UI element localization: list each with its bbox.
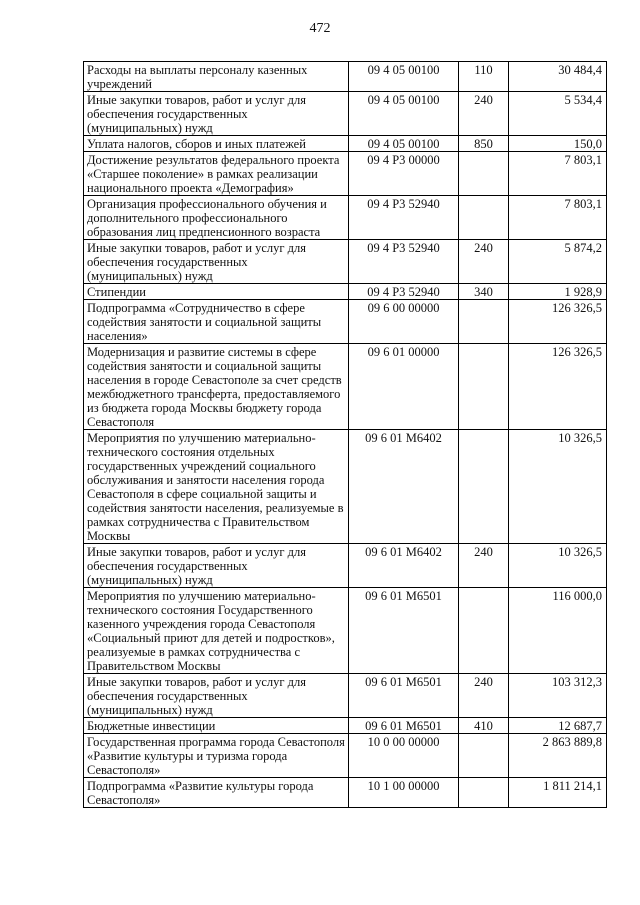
expense-type	[459, 196, 509, 240]
item-name: Уплата налогов, сборов и иных платежей	[84, 136, 349, 152]
target-code: 09 4 P3 52940	[349, 196, 459, 240]
table-row	[84, 778, 607, 808]
amount: 1 928,9	[509, 284, 607, 300]
item-name: Подпрограмма «Развитие культуры города Севастополя»	[84, 778, 349, 808]
table-row	[84, 136, 607, 152]
target-code: 09 6 01 M6402	[349, 430, 459, 544]
amount: 5 874,2	[509, 240, 607, 284]
table-row	[84, 718, 607, 734]
item-name: Расходы на выплаты персоналу казенных учреждений	[84, 62, 349, 92]
amount: 7 803,1	[509, 196, 607, 240]
item-name: Государственная программа города Севастополя «Развитие культуры и туризма города Севастополя»	[84, 734, 349, 778]
table-row	[84, 152, 607, 196]
expense-type	[459, 430, 509, 544]
amount: 10 326,5	[509, 430, 607, 544]
table-row	[84, 344, 607, 430]
amount: 103 312,3	[509, 674, 607, 718]
expense-type: 110	[459, 62, 509, 92]
expense-type	[459, 588, 509, 674]
table-row	[84, 430, 607, 544]
amount: 2 863 889,8	[509, 734, 607, 778]
item-name: Иные закупки товаров, работ и услуг для обеспечения государственных (муниципальных) нужд	[84, 92, 349, 136]
expense-type: 240	[459, 92, 509, 136]
target-code: 10 1 00 00000	[349, 778, 459, 808]
item-name: Бюджетные инвестиции	[84, 718, 349, 734]
item-name: Модернизация и развитие системы в сфере содействия занятости и социальной защиты населения в городе Севастополе за счет средств межбюджетного трансферта, предоставляемого из бюджета города Москвы бюджету города Севастополя	[84, 344, 349, 430]
item-name: Организация профессионального обучения и дополнительного профессионального образования лиц предпенсионного возраста	[84, 196, 349, 240]
item-name: Стипендии	[84, 284, 349, 300]
expense-type: 240	[459, 544, 509, 588]
item-name: Мероприятия по улучшению материально-технического состояния отдельных государственных учреждений социального обслуживания и занятости населения города Севастополя в сфере социальной защиты и содействия занятости населения, реализуемые в рамках сотрудничества с Правительством Москвы	[84, 430, 349, 544]
table-row	[84, 284, 607, 300]
expense-type	[459, 152, 509, 196]
expense-type: 850	[459, 136, 509, 152]
amount: 126 326,5	[509, 300, 607, 344]
target-code: 09 6 01 M6501	[349, 718, 459, 734]
table-row	[84, 588, 607, 674]
target-code: 09 4 05 00100	[349, 136, 459, 152]
table-row	[84, 300, 607, 344]
target-code: 09 6 01 00000	[349, 344, 459, 430]
target-code: 09 4 P3 52940	[349, 284, 459, 300]
table-row	[84, 240, 607, 284]
budget-table	[83, 61, 607, 808]
item-name: Достижение результатов федерального проекта «Старшее поколение» в рамках реализации национального проекта «Демография»	[84, 152, 349, 196]
table-row	[84, 62, 607, 92]
page-number: 472	[309, 21, 331, 36]
amount: 5 534,4	[509, 92, 607, 136]
item-name: Иные закупки товаров, работ и услуг для обеспечения государственных (муниципальных) нужд	[84, 544, 349, 588]
item-name: Мероприятия по улучшению материально-технического состояния Государственного казенного учреждения города Севастополя «Социальный приют для детей и подростков», реализуемые в рамках сотрудничества с Правительством Москвы	[84, 588, 349, 674]
expense-type	[459, 344, 509, 430]
amount: 116 000,0	[509, 588, 607, 674]
target-code: 09 6 01 M6501	[349, 674, 459, 718]
target-code: 09 4 P3 00000	[349, 152, 459, 196]
table-row	[84, 92, 607, 136]
expense-type	[459, 734, 509, 778]
expense-type: 410	[459, 718, 509, 734]
target-code: 09 6 01 M6402	[349, 544, 459, 588]
amount: 7 803,1	[509, 152, 607, 196]
item-name: Иные закупки товаров, работ и услуг для обеспечения государственных (муниципальных) нужд	[84, 240, 349, 284]
table-row	[84, 734, 607, 778]
target-code: 09 6 00 00000	[349, 300, 459, 344]
expense-type	[459, 778, 509, 808]
item-name: Подпрограмма «Сотрудничество в сфере содействия занятости и социальной защиты населения»	[84, 300, 349, 344]
amount: 1 811 214,1	[509, 778, 607, 808]
table-row	[84, 674, 607, 718]
expense-type: 240	[459, 240, 509, 284]
amount: 12 687,7	[509, 718, 607, 734]
table-row	[84, 196, 607, 240]
amount: 126 326,5	[509, 344, 607, 430]
amount: 30 484,4	[509, 62, 607, 92]
amount: 10 326,5	[509, 544, 607, 588]
table-row	[84, 544, 607, 588]
amount: 150,0	[509, 136, 607, 152]
target-code: 09 4 P3 52940	[349, 240, 459, 284]
target-code: 10 0 00 00000	[349, 734, 459, 778]
item-name: Иные закупки товаров, работ и услуг для обеспечения государственных (муниципальных) нужд	[84, 674, 349, 718]
expense-type	[459, 300, 509, 344]
expense-type: 340	[459, 284, 509, 300]
target-code: 09 6 01 M6501	[349, 588, 459, 674]
expense-type: 240	[459, 674, 509, 718]
target-code: 09 4 05 00100	[349, 92, 459, 136]
target-code: 09 4 05 00100	[349, 62, 459, 92]
